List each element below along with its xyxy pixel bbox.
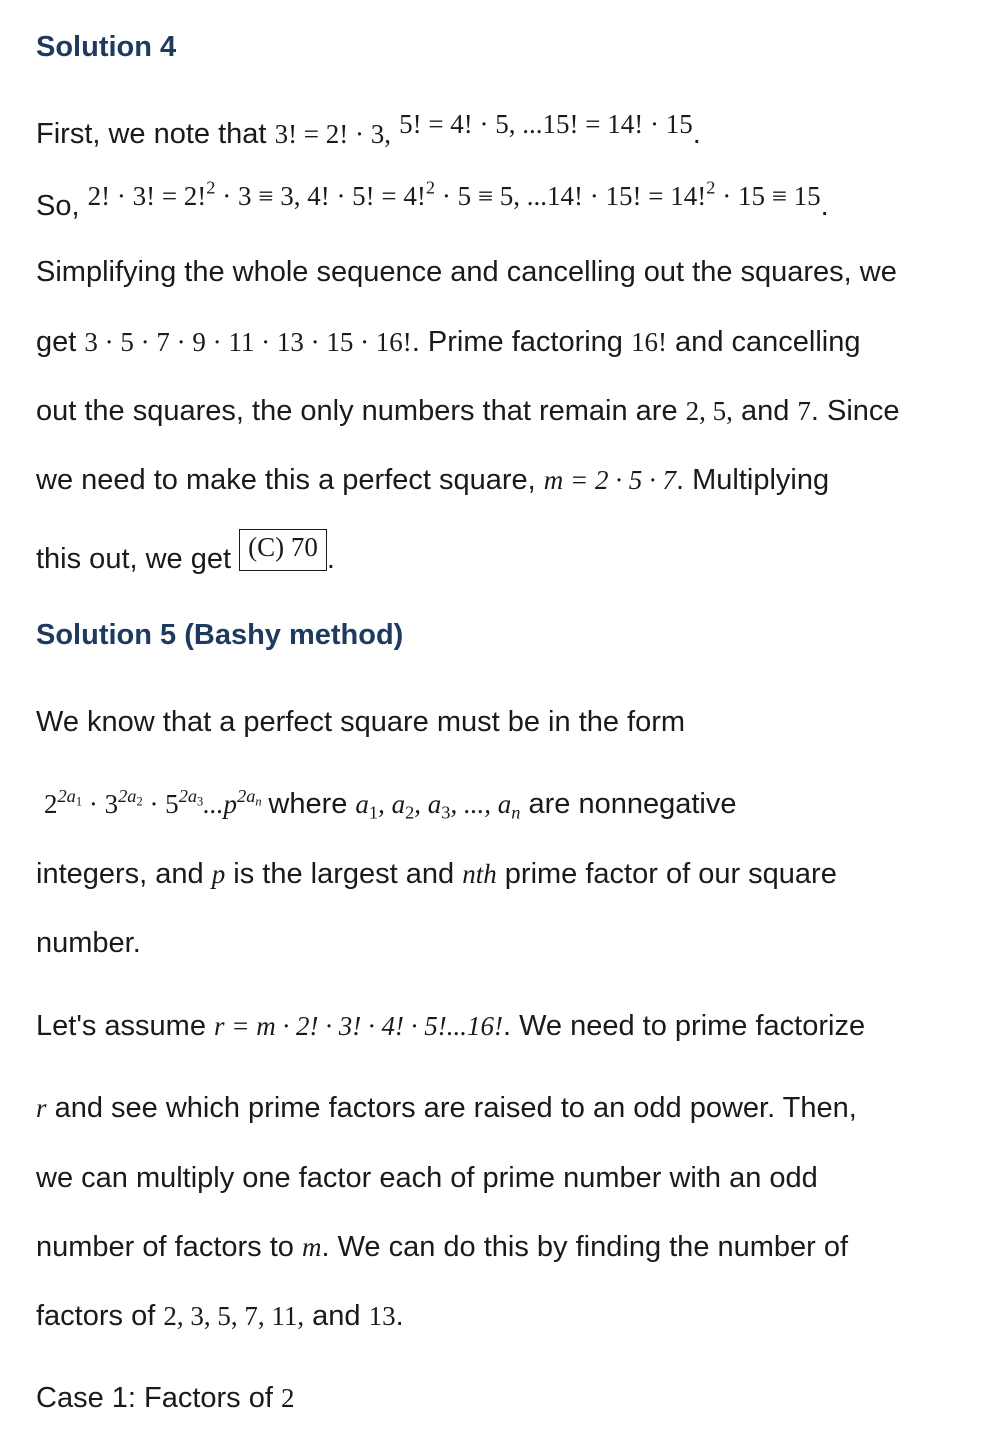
s5-text: and see which prime factors are raised to an odd power. Then, bbox=[46, 1092, 857, 1124]
s4-text: out the squares, the only numbers that remain are bbox=[36, 395, 686, 427]
s5-math: 2, 3, 5, 7, 11, bbox=[163, 1301, 305, 1331]
s4-text: . bbox=[820, 190, 829, 222]
s5-text: is the largest and bbox=[225, 858, 463, 890]
s4-line-5 bbox=[36, 393, 900, 429]
s4-text: . Multiplying bbox=[676, 464, 830, 496]
s4-text: we need to make this a perfect square, bbox=[36, 464, 544, 496]
s4-text: . Prime factoring bbox=[411, 326, 631, 358]
s5-math: nth bbox=[462, 859, 497, 889]
s5-text: . We need to prime factorize bbox=[502, 1010, 866, 1042]
s5-line-1: We know that a perfect square must be in the form bbox=[36, 706, 686, 738]
s5-text: number of factors to bbox=[36, 1231, 302, 1263]
s4-line-6 bbox=[36, 462, 829, 498]
s5-line-2 bbox=[36, 786, 736, 822]
s5-math: r = m · 2! · 3! · 4! · 5!...16! bbox=[214, 1011, 503, 1041]
s4-math: 7 bbox=[797, 396, 811, 426]
s4-math: 2! · 3! = 2!$^2$ · 3 ≡ 3, 4! · 5! = 4!$^2$ · 5 ≡ 5, ...14! · 15! = 14!$^2$ · 15 ≡ 15 bbox=[87, 177, 821, 211]
heading-solution-4: Solution 4 bbox=[36, 31, 177, 63]
s4-math: 16! bbox=[631, 327, 667, 357]
s4-math: 3 · 5 · 7 · 9 · 11 · 13 · 15 · 16! bbox=[84, 327, 412, 357]
s4-math: m = 2 · 5 · 7 bbox=[543, 465, 677, 495]
s5-text: factors of bbox=[36, 1300, 164, 1332]
s5-text: prime factor of our square bbox=[496, 858, 837, 890]
s5-line-3 bbox=[36, 856, 837, 892]
s5-math: p bbox=[211, 859, 226, 889]
s4-text: First, we note that bbox=[36, 118, 267, 150]
answer-box: (C) 70 bbox=[239, 529, 327, 571]
s5-case-1 bbox=[36, 1380, 295, 1416]
s5-text: . We can do this by finding the number of bbox=[321, 1231, 849, 1263]
s5-text: where bbox=[268, 788, 356, 820]
s4-line-1 bbox=[36, 109, 701, 152]
s5-text: integers, and bbox=[36, 858, 212, 890]
s4-text: this out, we get bbox=[36, 543, 240, 575]
s5-line-9 bbox=[36, 1298, 404, 1334]
s5-line-5 bbox=[36, 1008, 865, 1044]
heading-solution-5: Solution 5 (Bashy method) bbox=[36, 619, 404, 651]
s5-line-6 bbox=[36, 1090, 857, 1126]
s5-line-4: number. bbox=[36, 927, 141, 959]
s4-line-3: Simplifying the whole sequence and cancelling out the squares, we bbox=[36, 256, 897, 288]
s5-text: Case 1: Factors of bbox=[36, 1382, 281, 1414]
s5-math: m bbox=[301, 1232, 322, 1262]
s5-text: and bbox=[304, 1300, 369, 1332]
s4-text: and cancelling bbox=[667, 326, 861, 358]
s5-text: . bbox=[395, 1300, 404, 1332]
s4-text: So, bbox=[36, 190, 80, 222]
s5-line-7: we can multiply one factor each of prime number with an odd bbox=[36, 1162, 818, 1194]
s5-formula: $2^{2a_1} \cdot 3^{2a_2} \cdot 5^{2a_3}...p^{2a_n}$ bbox=[44, 785, 262, 819]
s5-line-8 bbox=[36, 1229, 848, 1265]
s4-math: 2, 5, bbox=[685, 396, 733, 426]
s5-text: Let's assume bbox=[36, 1010, 215, 1042]
s4-line-2 bbox=[36, 177, 829, 224]
s4-text: . bbox=[692, 118, 701, 150]
s4-line-7 bbox=[36, 532, 335, 583]
s4-text: . bbox=[326, 543, 335, 575]
s5-vars: $a_1$, $a_2$, $a_3$, ..., $a_n$ bbox=[355, 789, 521, 823]
s5-text: are nonnegative bbox=[520, 788, 737, 820]
s4-text: and bbox=[732, 395, 798, 427]
s5-math: 2 bbox=[281, 1383, 295, 1413]
s4-math: 5! = 4! · 5, ...15! = 14! · 15 bbox=[399, 109, 693, 139]
s5-math: 13 bbox=[368, 1301, 396, 1331]
s4-text: . Since bbox=[810, 395, 900, 427]
s5-math: r bbox=[36, 1093, 47, 1123]
s4-math: 3! = 2! · 3, bbox=[274, 119, 392, 149]
s4-line-4 bbox=[36, 324, 860, 360]
s4-text: get bbox=[36, 326, 85, 358]
